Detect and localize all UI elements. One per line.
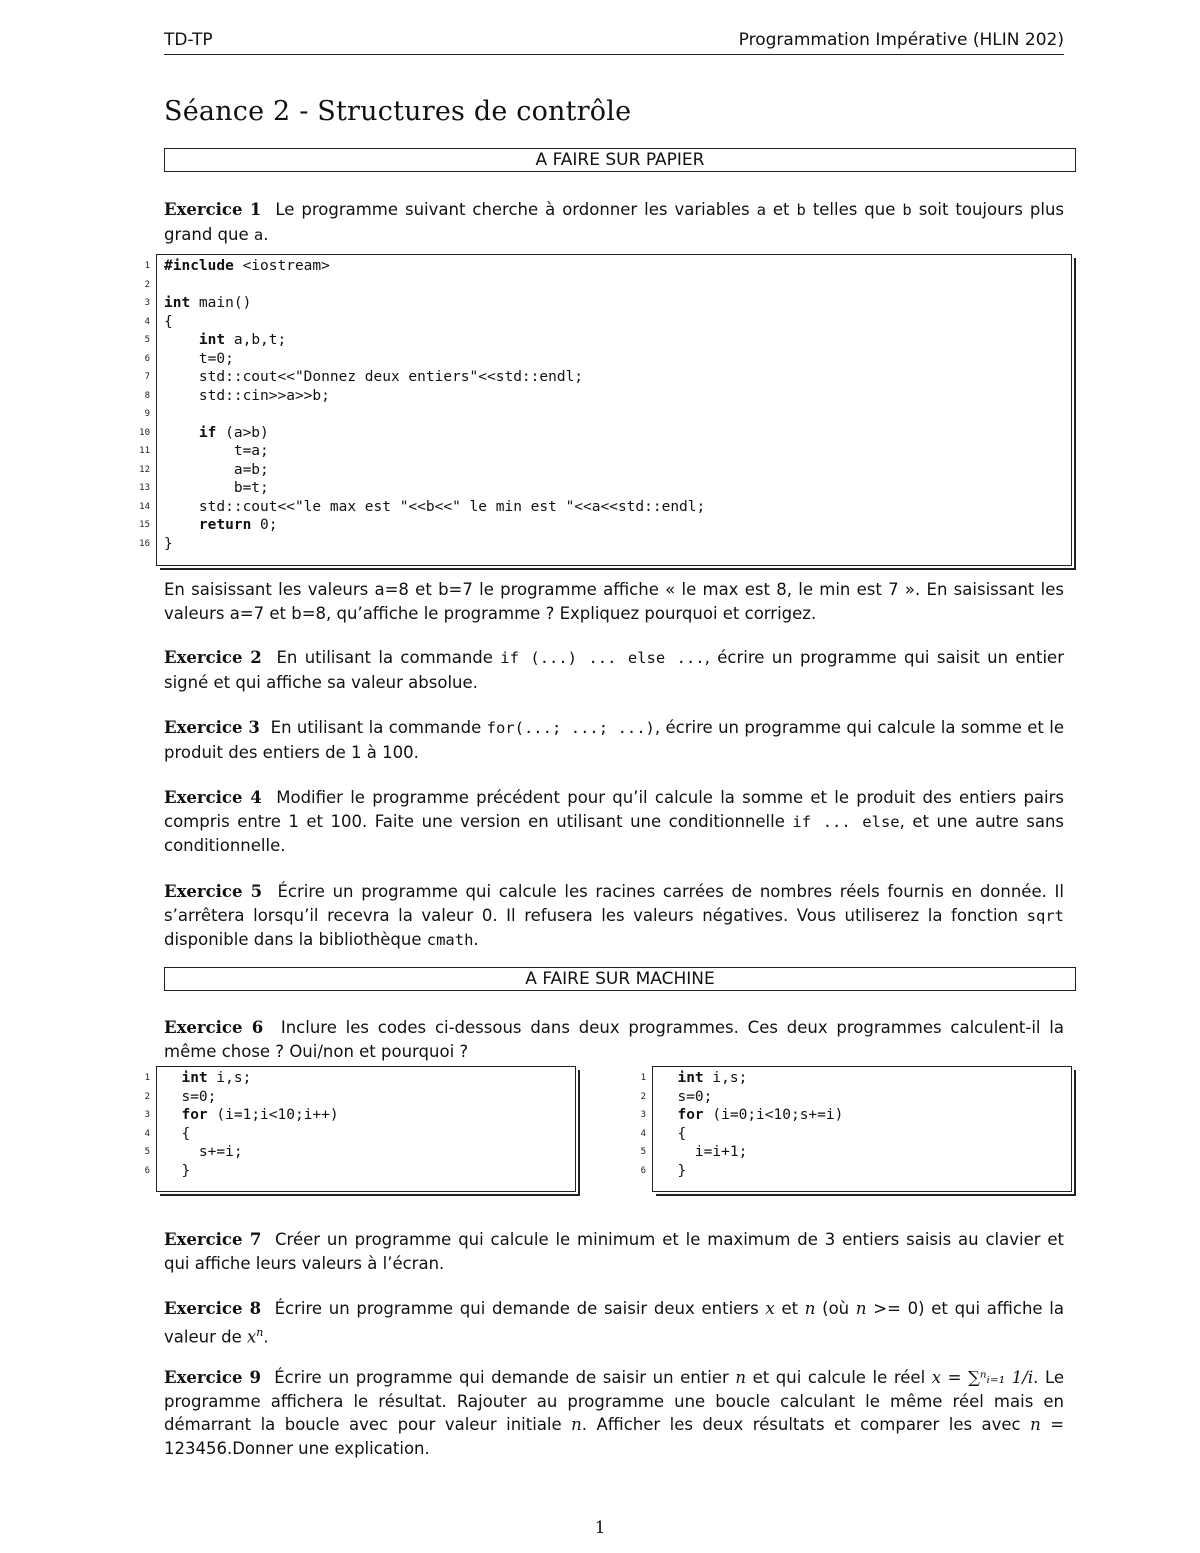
code-line xyxy=(130,258,930,277)
header-right: Programmation Impérative (HLIN 202) xyxy=(738,30,1064,50)
line-number: 9 xyxy=(144,409,150,419)
math-exponent: n xyxy=(256,1325,264,1339)
code-text: return 0; xyxy=(198,517,278,533)
text: disponible dans la bibliothèque xyxy=(164,930,422,949)
code-line xyxy=(130,499,930,518)
text: et xyxy=(772,200,790,219)
exercise-label: Exercice 2 xyxy=(164,648,262,667)
line-number: 3 xyxy=(144,1110,150,1120)
exercise-5 xyxy=(164,880,1064,953)
code-text: int a,b,t; xyxy=(198,332,287,348)
text: En utilisant la commande xyxy=(270,718,482,737)
exercise-label: Exercice 9 xyxy=(164,1368,262,1387)
exercise-label: Exercice 6 xyxy=(164,1018,264,1037)
page-header xyxy=(164,30,1064,55)
text: . xyxy=(263,1327,269,1346)
code-line xyxy=(626,1070,1200,1089)
text: (où xyxy=(822,1299,850,1318)
math-var: x xyxy=(246,1327,257,1346)
code-line xyxy=(130,277,930,296)
line-number: 2 xyxy=(144,279,150,290)
line-number: 11 xyxy=(139,446,150,456)
code-line xyxy=(130,443,930,462)
line-number: 3 xyxy=(144,298,150,308)
code-line xyxy=(130,388,930,407)
code-inline: a xyxy=(253,225,264,244)
code-text: { xyxy=(164,1125,191,1142)
exercise-label: Exercice 8 xyxy=(164,1299,262,1318)
text: 123456.Donner une explication. xyxy=(164,1438,430,1458)
code-text: } xyxy=(164,535,173,552)
text: et xyxy=(781,1299,799,1318)
line-number: 3 xyxy=(640,1110,646,1120)
text: Créer un programme qui calcule le minimum et le maximum de 3 entiers saisis au clavier et qui affiche leurs valeurs à l’écran. xyxy=(164,1230,1064,1273)
code-text: b=t; xyxy=(164,480,269,496)
code-inline: b xyxy=(902,201,912,219)
line-number: 1 xyxy=(640,1073,646,1083)
code-line xyxy=(626,1163,1200,1182)
code-line xyxy=(626,1144,1200,1163)
code-text: int i,s; xyxy=(677,1070,748,1086)
code-text: if (a>b) xyxy=(198,424,269,441)
math-var: n xyxy=(855,1299,867,1318)
math-var: n xyxy=(804,1299,816,1318)
banner-paper: A FAIRE SUR PAPIER xyxy=(164,148,1076,172)
text: Le programme suivant cherche à ordonner les variables xyxy=(275,200,750,219)
code-text: s=0; xyxy=(660,1088,713,1105)
code-line xyxy=(130,425,930,444)
line-number: 15 xyxy=(139,520,150,530)
line-number: 2 xyxy=(144,1091,150,1102)
code-line xyxy=(130,536,930,555)
exercise-label: Exercice 3 xyxy=(164,718,260,737)
text: , et une autre sans conditionnelle. xyxy=(164,811,1064,855)
code-text: s=0; xyxy=(164,1088,217,1105)
math-var: x xyxy=(765,1299,775,1318)
text: Écrire un programme qui demande de saisir deux entiers xyxy=(274,1299,759,1318)
exercise-label: Exercice 4 xyxy=(164,788,262,807)
exercise-8 xyxy=(164,1297,1064,1349)
text: Inclure les codes ci-dessous dans deux programmes. Ces deux programmes calculent-il la même chose ? Oui/non et pourquoi ? xyxy=(164,1018,1064,1061)
exercise-3 xyxy=(164,716,1064,764)
line-number: 4 xyxy=(640,1128,646,1139)
code-text: std::cout<<"Donnez deux entiers"<<std::endl; xyxy=(164,369,584,385)
exercise-7 xyxy=(164,1228,1064,1275)
line-number: 4 xyxy=(144,1128,150,1139)
code-text: t=a; xyxy=(164,443,269,459)
exercise-9 xyxy=(164,1366,1064,1460)
code-inline: for(...; ...; ...) xyxy=(486,719,655,737)
code-line xyxy=(130,406,930,425)
code-text: { xyxy=(164,313,173,330)
line-number: 6 xyxy=(144,1165,150,1176)
exercise-label: Exercice 1 xyxy=(164,200,262,219)
code-inline: cmath xyxy=(426,931,474,949)
code-line xyxy=(626,1107,1200,1126)
page-number: 1 xyxy=(594,1518,606,1538)
code-line xyxy=(130,517,930,536)
banner-machine: A FAIRE SUR MACHINE xyxy=(164,967,1076,991)
code-inline: sqrt xyxy=(1026,906,1064,925)
math-formula: n = xyxy=(1030,1415,1065,1434)
code-text: t=0; xyxy=(164,350,234,367)
line-number: 1 xyxy=(144,261,150,271)
code-inline: b xyxy=(796,201,806,219)
text: et qui calcule le réel xyxy=(752,1368,926,1387)
code-line xyxy=(130,332,930,351)
line-number: 5 xyxy=(144,335,150,345)
line-number: 5 xyxy=(640,1147,646,1157)
text: Modifier le programme précédent pour qu’il calcule la somme et le produit des entiers pairs compris entre 1 et 100. Faite une version en utilisant une conditionnelle xyxy=(164,788,1064,831)
code-text: int i,s; xyxy=(181,1070,252,1086)
line-number: 4 xyxy=(144,316,150,327)
header-left: TD-TP xyxy=(164,30,213,50)
line-number: 8 xyxy=(144,390,150,401)
line-number: 5 xyxy=(144,1147,150,1157)
code-line xyxy=(130,480,930,499)
page-title: Séance 2 - Structures de contrôle xyxy=(164,96,632,127)
code-inline: a xyxy=(756,201,766,219)
code-line xyxy=(626,1126,1200,1145)
code-text: std::cin>>a>>b; xyxy=(164,387,330,404)
line-number: 13 xyxy=(139,483,150,493)
code-text: } xyxy=(164,1162,191,1179)
code-line xyxy=(130,314,930,333)
code-inline: if ... else xyxy=(792,812,900,831)
text: . xyxy=(263,224,269,244)
text: soit toujours plus grand que xyxy=(164,200,1065,244)
exercise-label: Exercice 7 xyxy=(164,1230,262,1249)
line-number: 6 xyxy=(640,1165,646,1176)
line-number: 6 xyxy=(144,353,150,364)
code-text: for (i=0;i<10;s+=i) xyxy=(677,1107,844,1123)
exercise-1-question: En saisissant les valeurs a=8 et b=7 le programme affiche « le max est 8, le min est 7 ». En saisissant les valeurs a=7 et b=8, qu’affiche le programme ? Expliquez pourquoi et corrigez. xyxy=(164,580,1064,623)
line-number: 1 xyxy=(144,1073,150,1083)
code-line xyxy=(130,462,930,481)
text: . Afficher les deux résultats et comparer les avec xyxy=(581,1415,1021,1434)
text: telles que xyxy=(812,200,896,219)
text: >= 0) et qui affiche la valeur de xyxy=(164,1299,1064,1346)
code-text: } xyxy=(660,1162,687,1179)
text: . Le programme affichera le résultat. Rajouter au programme une boucle calculant le même réel mais en démarrant la boucle avec pour valeur initiale xyxy=(164,1368,1064,1434)
line-number: 7 xyxy=(144,372,150,382)
text: . xyxy=(473,930,479,949)
code-inline: if (...) ... else ... xyxy=(500,649,705,667)
text: , écrire un programme qui calcule la somme et le produit des entiers de 1 à 100. xyxy=(164,718,1064,762)
code-text: #include <iostream> xyxy=(164,258,330,274)
exercise-6 xyxy=(164,1016,1064,1063)
code-text: a=b; xyxy=(164,461,269,478)
line-number: 2 xyxy=(640,1091,646,1102)
code-text: std::cout<<"le max est "<<b<<" le min est "<<a<<std::endl; xyxy=(164,498,706,515)
line-number: 12 xyxy=(139,464,150,475)
text: Écrire un programme qui calcule les racines carrées de nombres réels fournis en donnée. Il s’arrêtera lorsqu’il recevra la valeur 0. Il refusera les valeurs négatives. Vous utiliserez la fonction xyxy=(164,882,1064,925)
code-text: i=i+1; xyxy=(660,1144,748,1160)
code-text: int main() xyxy=(164,295,252,311)
code-text: { xyxy=(660,1125,687,1142)
code-text: for (i=1;i<10;i++) xyxy=(181,1107,339,1123)
exercise-4 xyxy=(164,786,1064,858)
line-number: 16 xyxy=(139,538,150,549)
exercise-1 xyxy=(164,198,1064,247)
line-number: 14 xyxy=(139,501,150,512)
text: , écrire un programme qui saisit un entier signé et qui affiche sa valeur absolue. xyxy=(164,648,1064,692)
math-var: n xyxy=(571,1415,582,1434)
text: Écrire un programme qui demande de saisir un entier xyxy=(274,1368,729,1387)
math-var: n xyxy=(735,1368,746,1387)
code-text: s+=i; xyxy=(164,1144,243,1160)
text: En utilisant la commande xyxy=(276,648,493,667)
line-number: 10 xyxy=(139,427,150,438)
math-formula: x = ∑ⁿᵢ₌₁ 1/i xyxy=(931,1368,1034,1387)
code-line xyxy=(130,351,930,370)
code-line xyxy=(626,1089,1200,1108)
code-line xyxy=(130,369,930,388)
code-line xyxy=(130,295,930,314)
exercise-label: Exercice 5 xyxy=(164,882,263,901)
exercise-2 xyxy=(164,646,1064,694)
